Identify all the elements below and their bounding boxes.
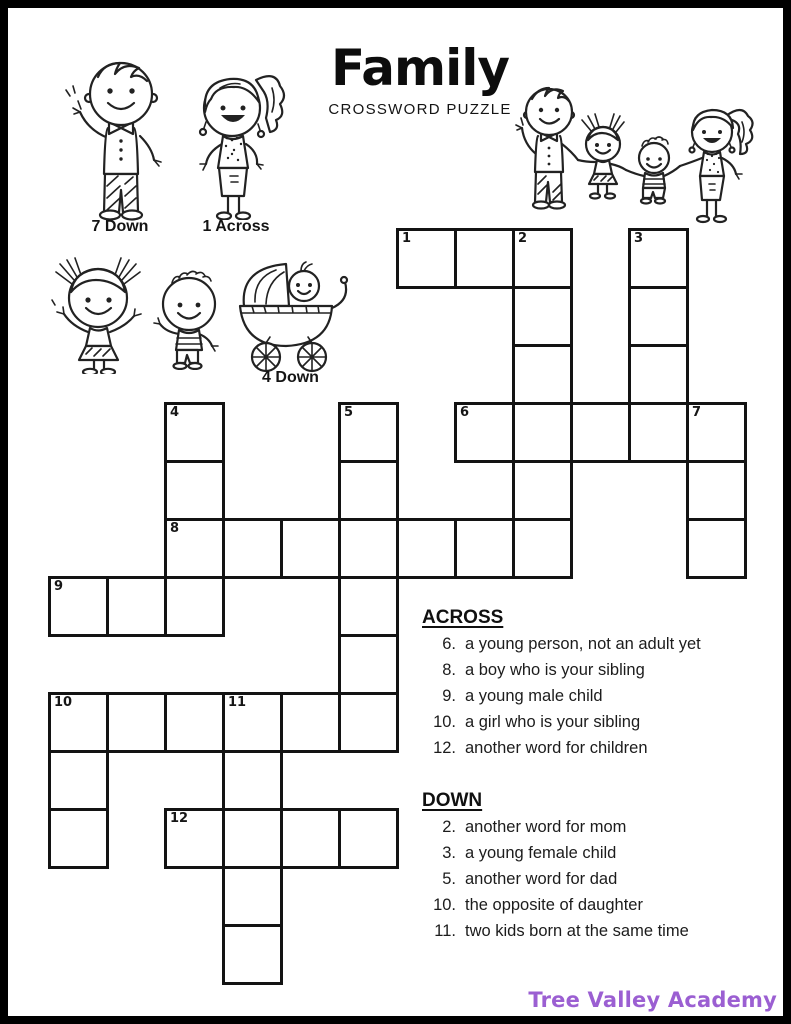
grid-cell-r6-c1[interactable]: [106, 576, 167, 637]
grid-cell-r3-c7[interactable]: [454, 402, 515, 463]
dad-cartoon-icon: [64, 54, 176, 222]
label-1-across: 1 Across: [202, 218, 270, 235]
grid-cell-r5-c11[interactable]: [686, 518, 747, 579]
grid-cell-r8-c5[interactable]: [338, 692, 399, 753]
clue-text: another word for mom: [465, 818, 627, 836]
grid-cell-r10-c3[interactable]: [222, 808, 283, 869]
grid-cell-r8-c0[interactable]: [48, 692, 109, 753]
clue-down-2: [422, 818, 762, 836]
label-7-down: 7 Down: [91, 218, 149, 235]
grid-cell-r2-c8[interactable]: [512, 344, 573, 405]
grid-cell-r3-c9[interactable]: [570, 402, 631, 463]
dad-illustration: [64, 54, 176, 222]
grid-cell-r3-c8[interactable]: [512, 402, 573, 463]
grid-cell-r3-c10[interactable]: [628, 402, 689, 463]
grid-cell-r10-c0[interactable]: [48, 808, 109, 869]
grid-cell-r7-c5[interactable]: [338, 634, 399, 695]
cell-number: 1: [402, 231, 412, 246]
clue-number: 8.: [442, 661, 456, 679]
grid-cell-r10-c2[interactable]: [164, 808, 225, 869]
cell-number: 4: [170, 405, 180, 420]
clue-across-9: [422, 687, 762, 705]
grid-cell-r5-c3[interactable]: [222, 518, 283, 579]
clue-down-5: [422, 870, 762, 888]
clue-text: a young female child: [465, 844, 617, 862]
grid-cell-r6-c0[interactable]: [48, 576, 109, 637]
grid-cell-r0-c7[interactable]: [454, 228, 515, 289]
grid-cell-r4-c8[interactable]: [512, 460, 573, 521]
clue-number: 6.: [442, 635, 456, 653]
grid-cell-r6-c2[interactable]: [164, 576, 225, 637]
grid-cell-r3-c5[interactable]: [338, 402, 399, 463]
grid-cell-r1-c8[interactable]: [512, 286, 573, 347]
mom-cartoon-icon: [186, 68, 286, 220]
clue-across-8: [422, 661, 762, 679]
grid-cell-r8-c4[interactable]: [280, 692, 341, 753]
grid-cell-r8-c3[interactable]: [222, 692, 283, 753]
clue-number: 5.: [442, 870, 456, 888]
across-clue-list: [422, 635, 762, 757]
across-clues: [422, 608, 762, 757]
clue-across-10: [422, 713, 762, 731]
grid-cell-r11-c3[interactable]: [222, 866, 283, 927]
cell-number: 10: [54, 695, 73, 710]
cell-number: 9: [54, 579, 64, 594]
across-heading: ACROSS: [422, 607, 504, 628]
clue-number: 3.: [442, 844, 456, 862]
clue-text: a young male child: [465, 687, 603, 705]
grid-cell-r5-c8[interactable]: [512, 518, 573, 579]
grid-cell-r0-c8[interactable]: [512, 228, 573, 289]
down-clue-list: [422, 818, 762, 940]
grid-cell-r5-c4[interactable]: [280, 518, 341, 579]
grid-cell-r10-c4[interactable]: [280, 808, 341, 869]
clue-text: another word for children: [465, 739, 648, 757]
clue-down-11: [422, 922, 762, 940]
cell-number: 8: [170, 521, 180, 536]
family-illustration: [514, 80, 766, 228]
cell-number: 5: [344, 405, 354, 420]
cell-number: 12: [170, 811, 189, 826]
grid-cell-r12-c3[interactable]: [222, 924, 283, 985]
grid-cell-r10-c5[interactable]: [338, 808, 399, 869]
grid-cell-r9-c0[interactable]: [48, 750, 109, 811]
grid-cell-r5-c6[interactable]: [396, 518, 457, 579]
page-title: Family: [331, 39, 509, 97]
clue-number: 9.: [442, 687, 456, 705]
clue-across-6: [422, 635, 762, 653]
clue-number: 12.: [433, 739, 456, 757]
page-subtitle: CROSSWORD PUZZLE: [328, 101, 512, 118]
clue-number: 10.: [433, 713, 456, 731]
footer-brand: Tree Valley Academy: [528, 988, 777, 1012]
clue-number: 11.: [434, 922, 456, 940]
cell-number: 7: [692, 405, 702, 420]
clue-across-12: [422, 739, 762, 757]
down-heading: DOWN: [422, 790, 483, 811]
grid-cell-r3-c2[interactable]: [164, 402, 225, 463]
grid-cell-r9-c3[interactable]: [222, 750, 283, 811]
clue-text: two kids born at the same time: [465, 922, 689, 940]
grid-cell-r5-c7[interactable]: [454, 518, 515, 579]
grid-cell-r4-c5[interactable]: [338, 460, 399, 521]
mom-illustration: [186, 68, 286, 220]
grid-cell-r5-c5[interactable]: [338, 518, 399, 579]
grid-cell-r0-c6[interactable]: [396, 228, 457, 289]
clue-down-3: [422, 844, 762, 862]
clue-text: another word for dad: [465, 870, 618, 888]
clue-text: a young person, not an adult yet: [465, 635, 701, 653]
down-clues: [422, 791, 762, 940]
grid-cell-r4-c2[interactable]: [164, 460, 225, 521]
grid-cell-r1-c10[interactable]: [628, 286, 689, 347]
clue-text: a boy who is your sibling: [465, 661, 645, 679]
family-cartoon-icon: [514, 80, 766, 228]
clue-number: 2.: [442, 818, 456, 836]
grid-cell-r8-c2[interactable]: [164, 692, 225, 753]
clue-down-10: [422, 896, 762, 914]
grid-cell-r5-c2[interactable]: [164, 518, 225, 579]
cell-number: 11: [228, 695, 247, 710]
cell-number: 2: [518, 231, 528, 246]
clue-text: the opposite of daughter: [465, 896, 643, 914]
clue-text: a girl who is your sibling: [465, 713, 641, 731]
clue-number: 10.: [433, 896, 456, 914]
label-4-down: 4 Down: [262, 369, 319, 386]
grid-cell-r8-c1[interactable]: [106, 692, 167, 753]
grid-cell-r6-c5[interactable]: [338, 576, 399, 637]
grid-cell-r0-c10[interactable]: [628, 228, 689, 289]
grid-cell-r4-c11[interactable]: [686, 460, 747, 521]
grid-cell-r2-c10[interactable]: [628, 344, 689, 405]
cell-number: 6: [460, 405, 470, 420]
cell-number: 3: [634, 231, 644, 246]
grid-cell-r3-c11[interactable]: [686, 402, 747, 463]
